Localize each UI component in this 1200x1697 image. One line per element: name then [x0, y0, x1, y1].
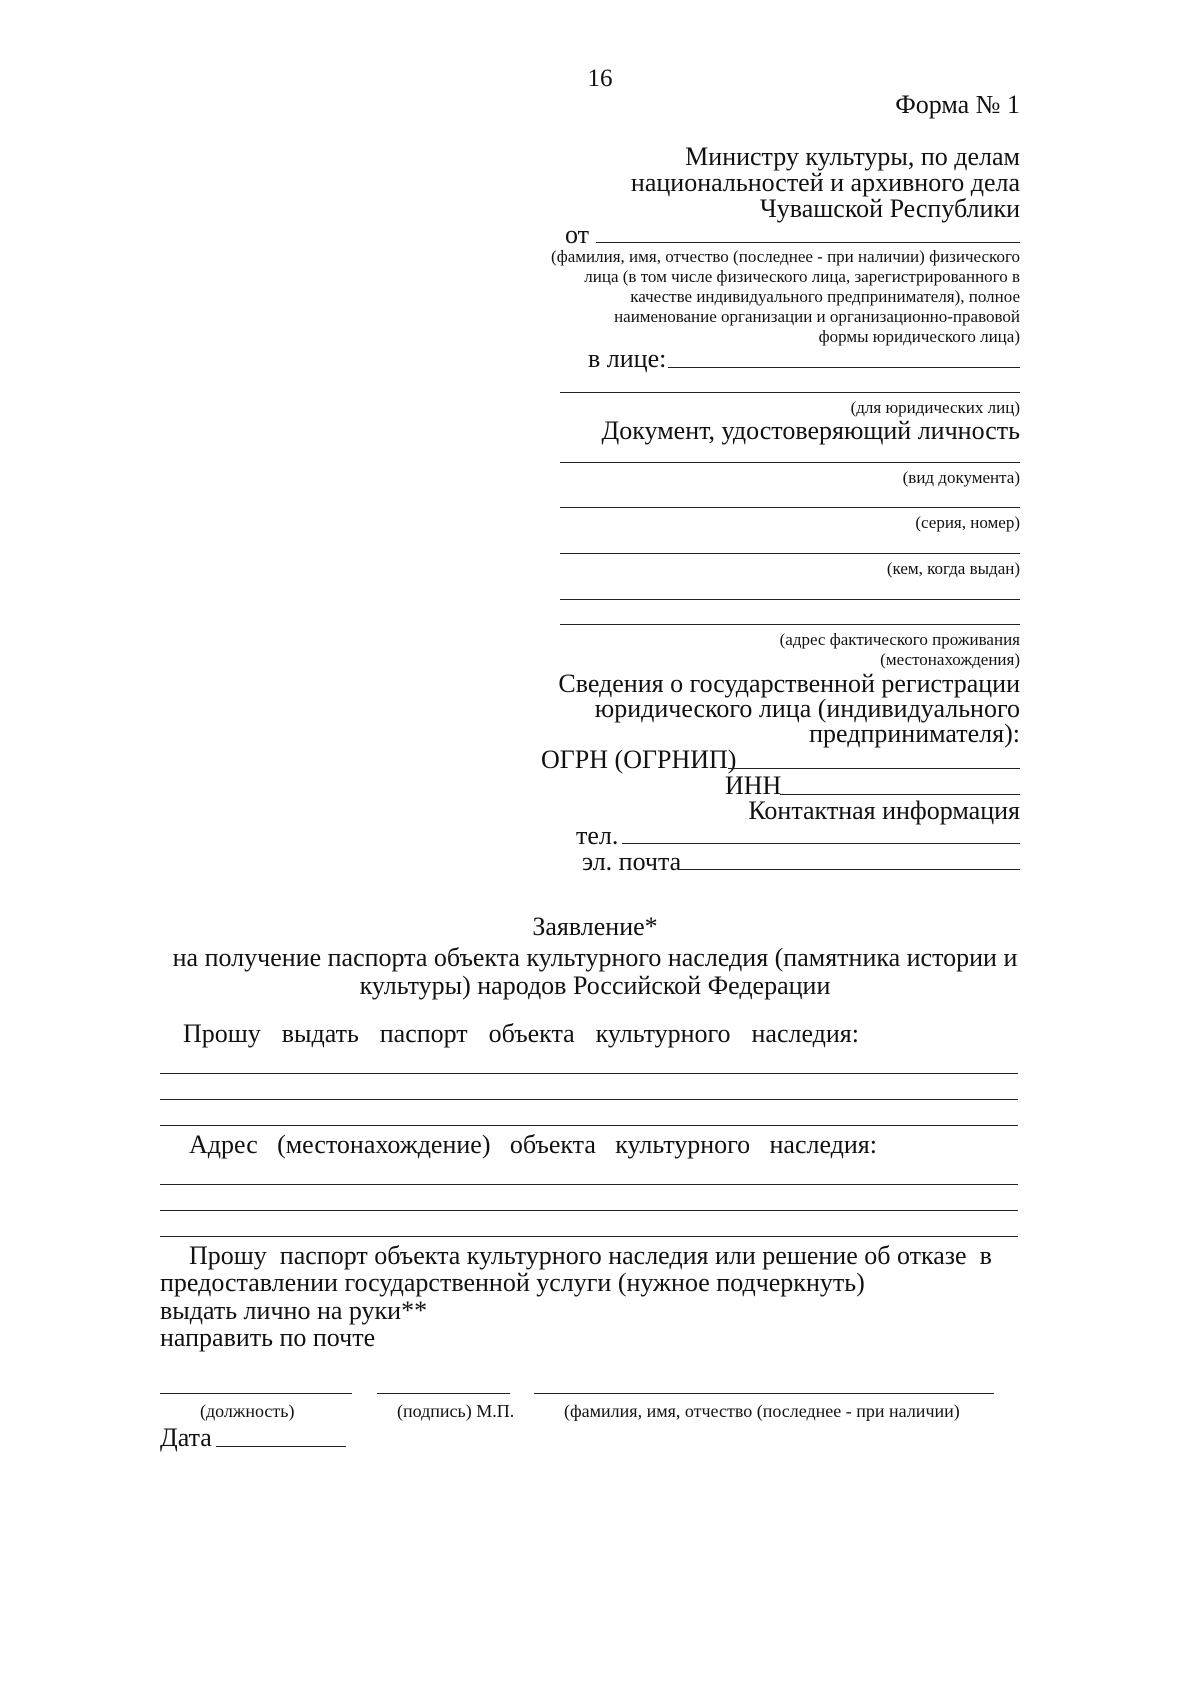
object-address-field-2[interactable] [160, 1210, 1018, 1211]
delivery-text-1: Прошу паспорт объекта культурного наследия или решение об отказе в [189, 1241, 992, 1270]
address-word: наследия: [769, 1130, 877, 1159]
inn-label: ИНН [725, 771, 782, 800]
email-field[interactable] [680, 869, 1020, 870]
registration-heading-1: Сведения о государственной регистрации [558, 669, 1020, 698]
option-by-mail[interactable]: направить по почте [160, 1323, 376, 1352]
from-note-1: (фамилия, имя, отчество (последнее - при наличии) физического [551, 247, 1020, 266]
from-label: от [565, 220, 590, 249]
phone-field[interactable] [622, 843, 1020, 844]
address-note-2: (местонахождения) [880, 650, 1020, 669]
date-field[interactable] [216, 1446, 346, 1447]
document-issued-field[interactable] [560, 553, 1020, 554]
request-word: выдать [281, 1019, 359, 1048]
signature-field[interactable] [377, 1393, 510, 1394]
address-note-1: (адрес фактического проживания [779, 630, 1020, 649]
request-line [183, 1019, 859, 1049]
position-note: (должность) [200, 1401, 295, 1421]
document-issued-note: (кем, когда выдан) [886, 559, 1020, 578]
identity-heading: Документ, удостоверяющий личность [601, 416, 1020, 445]
from-note-5: формы юридического лица) [818, 327, 1020, 346]
address-word: Адрес [189, 1130, 258, 1159]
represented-field[interactable] [668, 367, 1020, 368]
document-series-note: (серия, номер) [915, 513, 1020, 532]
full-name-field[interactable] [534, 1393, 994, 1394]
represented-label: в лице: [588, 344, 667, 373]
address-line [189, 1130, 877, 1160]
position-field[interactable] [160, 1393, 352, 1394]
address-field-1[interactable] [560, 599, 1020, 600]
form-label: Форма № 1 [895, 90, 1020, 119]
request-word: объекта [488, 1019, 575, 1048]
object-name-field-3[interactable] [160, 1125, 1018, 1126]
page-number: 16 [587, 65, 613, 92]
inn-field[interactable] [780, 794, 1020, 795]
represented-field-2[interactable] [560, 392, 1020, 393]
document-type-field[interactable] [560, 462, 1020, 463]
addressee-line-1: Министру культуры, по делам [685, 142, 1020, 171]
ogrn-label: ОГРН (ОГРНИП) [541, 745, 737, 774]
date-label: Дата [160, 1423, 212, 1452]
request-word: наследия: [751, 1019, 859, 1048]
full-name-note: (фамилия, имя, отчество (последнее - при наличии) [564, 1401, 960, 1421]
address-word: культурного [615, 1130, 751, 1159]
request-word: культурного [595, 1019, 731, 1048]
registration-heading-2: юридического лица (индивидуального [594, 694, 1020, 723]
addressee-line-2: национальностей и архивного дела [630, 168, 1020, 197]
object-address-field-3[interactable] [160, 1236, 1018, 1237]
request-word: паспорт [379, 1019, 468, 1048]
document-type-note: (вид документа) [902, 468, 1020, 487]
contacts-heading: Контактная информация [748, 796, 1020, 825]
option-in-person[interactable]: выдать лично на руки** [160, 1296, 428, 1325]
statement-subtitle-1: на получение паспорта объекта культурного наследия (памятника истории и [172, 943, 1018, 972]
address-word: объекта [509, 1130, 596, 1159]
from-field[interactable] [596, 242, 1020, 243]
object-address-field-1[interactable] [160, 1184, 1018, 1185]
object-name-field-2[interactable] [160, 1099, 1018, 1100]
from-note-3: качестве индивидуального предпринимателя), полное [630, 287, 1020, 306]
statement-subtitle-2: культуры) народов Российской Федерации [359, 971, 831, 1000]
from-note-2: лица (в том числе физического лица, зарегистрированного в [584, 267, 1020, 286]
phone-label: тел. [576, 821, 619, 850]
request-word: Прошу [183, 1019, 261, 1048]
object-name-field-1[interactable] [160, 1073, 1018, 1074]
address-word: (местонахождение) [277, 1130, 491, 1159]
ogrn-field[interactable] [728, 768, 1020, 769]
from-note-4: наименование организации и организационно-правовой [614, 307, 1020, 326]
email-label: эл. почта [582, 847, 682, 876]
address-field-2[interactable] [560, 624, 1020, 625]
delivery-text-2: предоставлении государственной услуги (нужное подчеркнуть) [160, 1268, 865, 1297]
document-series-field[interactable] [560, 507, 1020, 508]
signature-note: (подпись) М.П. [397, 1401, 515, 1421]
addressee-line-3: Чувашской Республики [759, 194, 1020, 223]
represented-note: (для юридических лиц) [850, 398, 1020, 417]
registration-heading-3: предпринимателя): [809, 719, 1020, 748]
statement-title: Заявление* [532, 912, 658, 941]
